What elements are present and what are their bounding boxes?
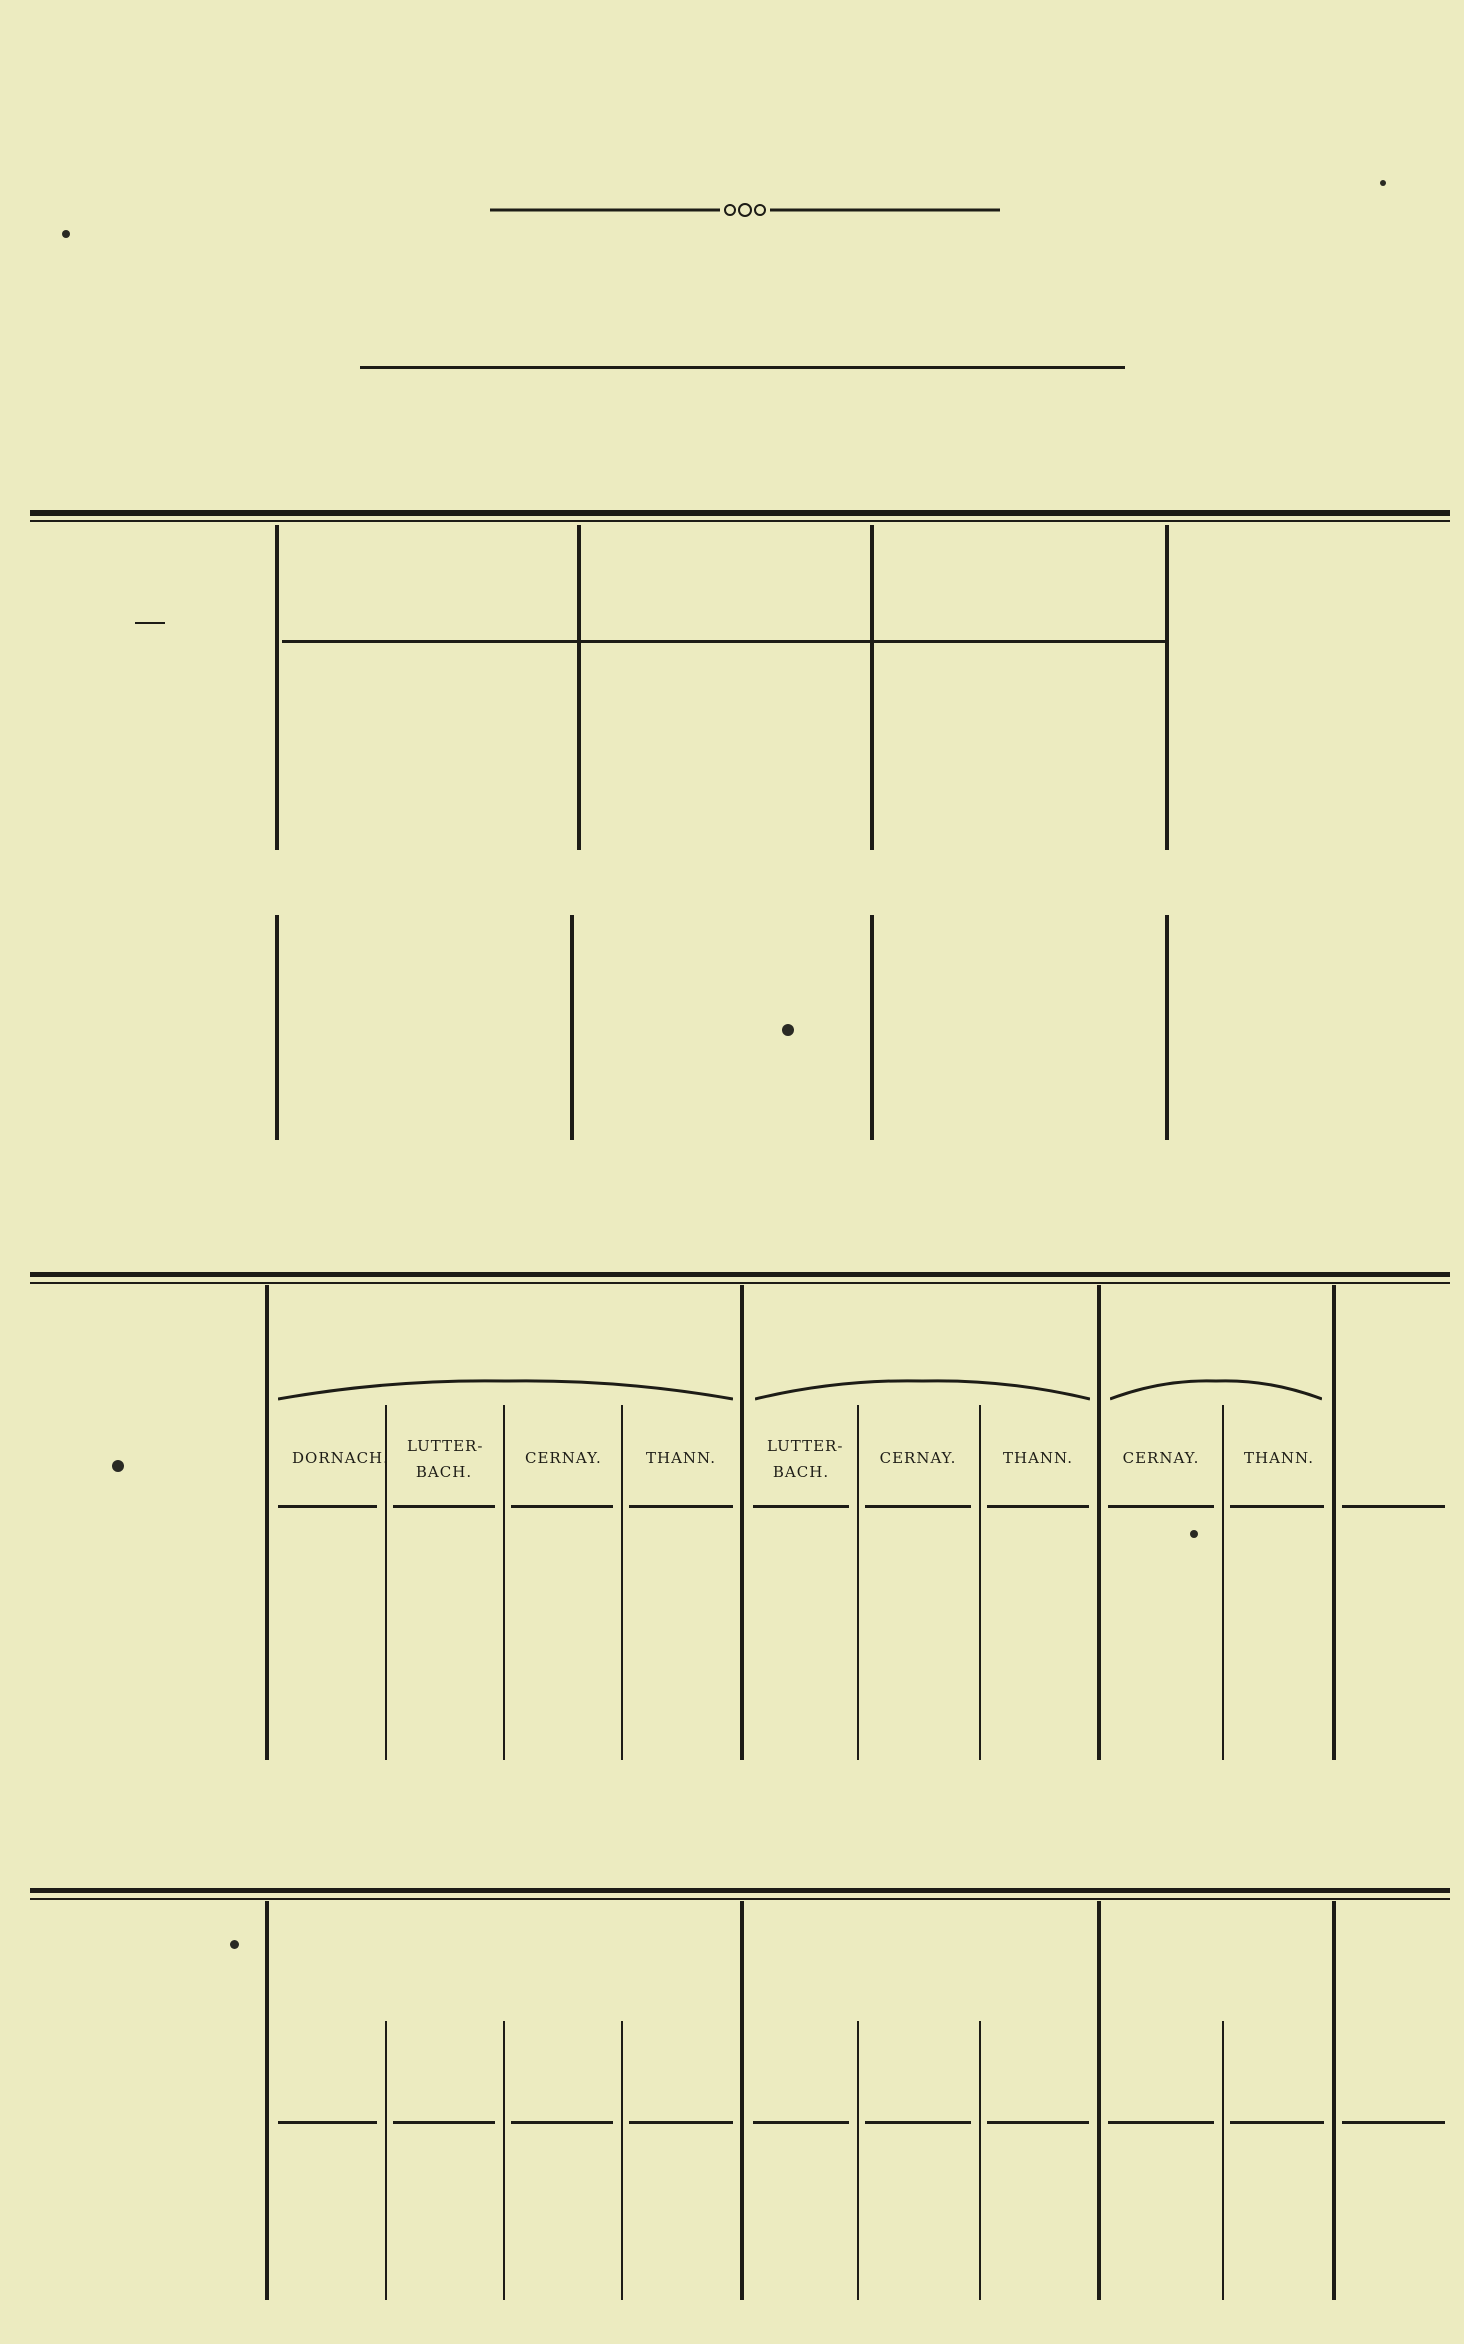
table-top-rule	[30, 510, 1450, 516]
column-rule	[1165, 915, 1169, 1140]
destination-header: THANN.	[1003, 1449, 1073, 1467]
row-rule	[1230, 2121, 1324, 2124]
ink-speck	[230, 1940, 239, 1949]
row-rule	[629, 2121, 733, 2124]
ink-speck	[112, 1460, 124, 1472]
column-rule	[1222, 2021, 1224, 2300]
row-rule	[135, 622, 165, 624]
ink-speck	[1190, 1530, 1198, 1538]
column-rule	[385, 2021, 387, 2300]
column-rule	[1097, 1285, 1101, 1760]
column-rule	[275, 525, 279, 850]
rule	[360, 366, 1125, 369]
column-rule	[265, 1285, 269, 1760]
destination-header: CERNAY.	[1122, 1449, 1200, 1467]
ornament-divider	[490, 200, 1000, 220]
row-rule	[1108, 1505, 1214, 1508]
row-rule	[282, 640, 1165, 643]
column-rule	[570, 915, 574, 1140]
row-rule	[393, 1505, 495, 1508]
row-rule	[393, 2121, 495, 2124]
column-rule	[870, 525, 874, 850]
column-rule	[979, 2021, 981, 2300]
column-rule	[577, 525, 581, 850]
column-rule	[870, 915, 874, 1140]
row-rule	[278, 2121, 377, 2124]
destination-header: LUTTER-BACH.	[407, 1437, 484, 1481]
row-rule	[865, 1505, 971, 1508]
row-rule	[629, 1505, 733, 1508]
column-rule	[621, 2021, 623, 2300]
column-rule	[1332, 1901, 1336, 2300]
column-rule	[857, 2021, 859, 2300]
destination-header: CERNAY.	[525, 1449, 602, 1467]
destination-header: THANN.	[646, 1449, 716, 1467]
row-rule	[511, 2121, 613, 2124]
destination-header: DORNACH.	[292, 1449, 389, 1467]
brace-curve	[755, 1377, 1090, 1407]
column-rule	[503, 2021, 505, 2300]
destination-header: CERNAY.	[879, 1449, 957, 1467]
row-rule	[1108, 2121, 1214, 2124]
column-rule	[1165, 525, 1169, 850]
ink-speck	[62, 230, 70, 238]
destination-header: THANN.	[1244, 1449, 1314, 1467]
ink-speck	[782, 1024, 794, 1036]
row-rule	[987, 2121, 1089, 2124]
column-rule	[740, 1901, 744, 2300]
column-rule	[1332, 1285, 1336, 1760]
row-rule	[1342, 1505, 1445, 1508]
column-rule	[275, 915, 279, 1140]
row-rule	[278, 1505, 377, 1508]
column-rule	[1097, 1901, 1101, 2300]
row-rule	[865, 2121, 971, 2124]
row-rule	[511, 1505, 613, 1508]
row-rule	[1230, 1505, 1324, 1508]
row-rule	[1342, 2121, 1445, 2124]
row-rule	[987, 1505, 1089, 1508]
ink-speck	[1380, 180, 1386, 186]
row-rule	[753, 2121, 849, 2124]
column-rule	[740, 1285, 744, 1760]
row-rule	[753, 1505, 849, 1508]
brace-curve	[1110, 1377, 1322, 1407]
column-rule	[265, 1901, 269, 2300]
destination-header: LUTTER-BACH.	[767, 1437, 844, 1481]
brace-curve	[278, 1377, 733, 1407]
